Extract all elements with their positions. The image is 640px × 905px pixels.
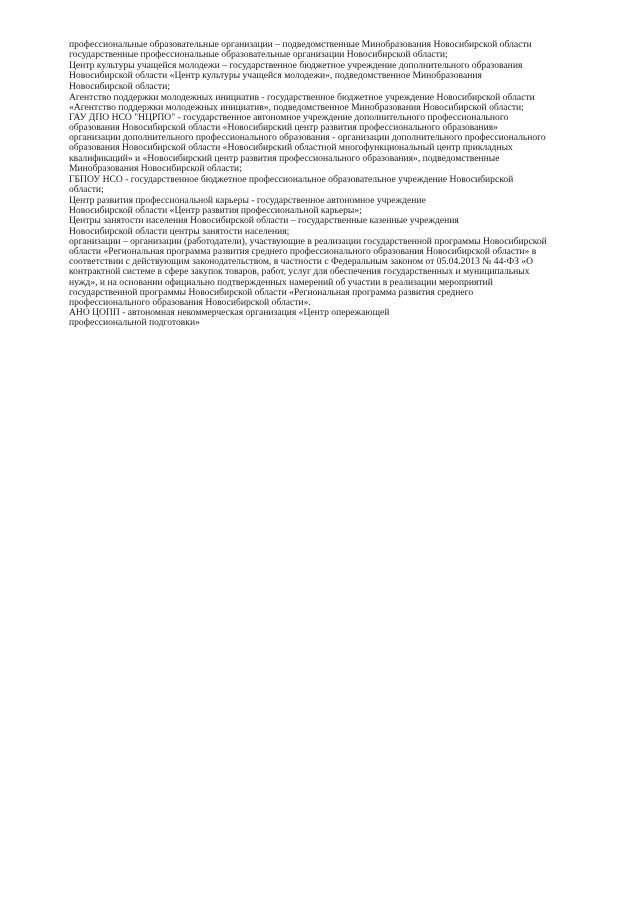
text-line: Центр культуры учащейся молодежи – государственное бюджетное учреждение дополнительного образования bbox=[69, 60, 523, 72]
paragraph-ano-copp bbox=[69, 308, 614, 328]
text-line: ГАУ ДПО НСО "НЦРПО" - государственное автономное учреждение дополнительного профессионального bbox=[69, 111, 509, 123]
text-line: области; bbox=[69, 184, 104, 196]
text-line: АНО ЦОПП - автономная некоммерческая организация «Центр опережающей bbox=[69, 307, 390, 319]
text-line: контрактной системе в сфере закупок товаров, работ, услуг для обеспечения государственных и муниципальных bbox=[69, 266, 530, 278]
text-line: образования Новосибирской области «Новосибирский областной многофункциональный центр прикладных bbox=[69, 142, 513, 154]
text-line: Новосибирской области; bbox=[69, 80, 170, 92]
text-line: государственной программы Новосибирской области «Региональная программа развития среднего bbox=[69, 286, 474, 298]
text-line: Новосибирской области центры занятости населения; bbox=[69, 225, 290, 237]
text-line: государственные профессиональные образовательные организации Новосибирской области; bbox=[69, 49, 448, 61]
paragraph-youth-culture-center bbox=[69, 61, 614, 92]
text-line: квалификаций» и «Новосибирский центр развития профессионального образования», подведомственные bbox=[69, 152, 500, 164]
text-line: Новосибирской области «Центр развития профессиональной карьеры»; bbox=[69, 205, 362, 217]
text-line: организации – организации (работодатели), участвующие в реализации государственной программы Новосибирской bbox=[69, 235, 547, 247]
text-line: профессиональной подготовки» bbox=[69, 317, 200, 329]
paragraph-employer-organizations bbox=[69, 237, 614, 308]
text-line: «Агентство поддержки молодежных инициатив», подведомственное Минобразования Новосибирской области; bbox=[69, 101, 524, 113]
text-line: области «Региональная программа развития среднего профессионального образования Новосибирской области» в bbox=[69, 245, 537, 257]
text-line: Агентство поддержки молодежных инициатив - государственное бюджетное учреждение Новосибирской области bbox=[69, 91, 535, 103]
text-line: профессиональные образовательные организации – подведомственные Минобразования Новосибирской области bbox=[69, 39, 532, 50]
text-line: ГБПОУ НСО - государственное бюджетное профессиональное образовательное учреждение Новосибирской bbox=[69, 173, 514, 185]
text-line: профессионального образования Новосибирской области». bbox=[69, 296, 311, 308]
text-line: образования Новосибирской области «Новосибирский центр развития профессионального образования» bbox=[69, 122, 498, 134]
paragraph-professional-organizations bbox=[69, 40, 614, 60]
text-line: организации дополнительного профессионального образования - организации дополнительного профессионального bbox=[69, 132, 546, 144]
text-line: Минобразования Новосибирской области; bbox=[69, 162, 242, 174]
text-line: соответствии с действующим законодательством, в частности с Федеральным законом от 05.04.2013 № 44-ФЗ «О bbox=[69, 256, 534, 268]
text-line: Центр развития профессиональной карьеры - государственное автономное учреждение bbox=[69, 195, 426, 206]
paragraph-youth-initiatives-agency bbox=[69, 93, 614, 113]
text-line: нужд», и на основании официально подтвержденных намерений об участии в реализации мероприятий bbox=[69, 276, 493, 288]
text-line: Новосибирской области «Центр культуры учащейся молодежи», подведомственное Минобразования bbox=[69, 70, 482, 82]
paragraph-career-center bbox=[69, 196, 614, 216]
text-line: Центры занятости населения Новосибирской области – государственные казенные учреждения bbox=[69, 215, 459, 227]
document-body bbox=[69, 40, 614, 328]
paragraph-employment-centers bbox=[69, 216, 614, 236]
paragraph-gau-dpo-nso bbox=[69, 113, 614, 133]
paragraph-gbpou-nso bbox=[69, 175, 614, 195]
paragraph-additional-education-organizations bbox=[69, 133, 614, 174]
